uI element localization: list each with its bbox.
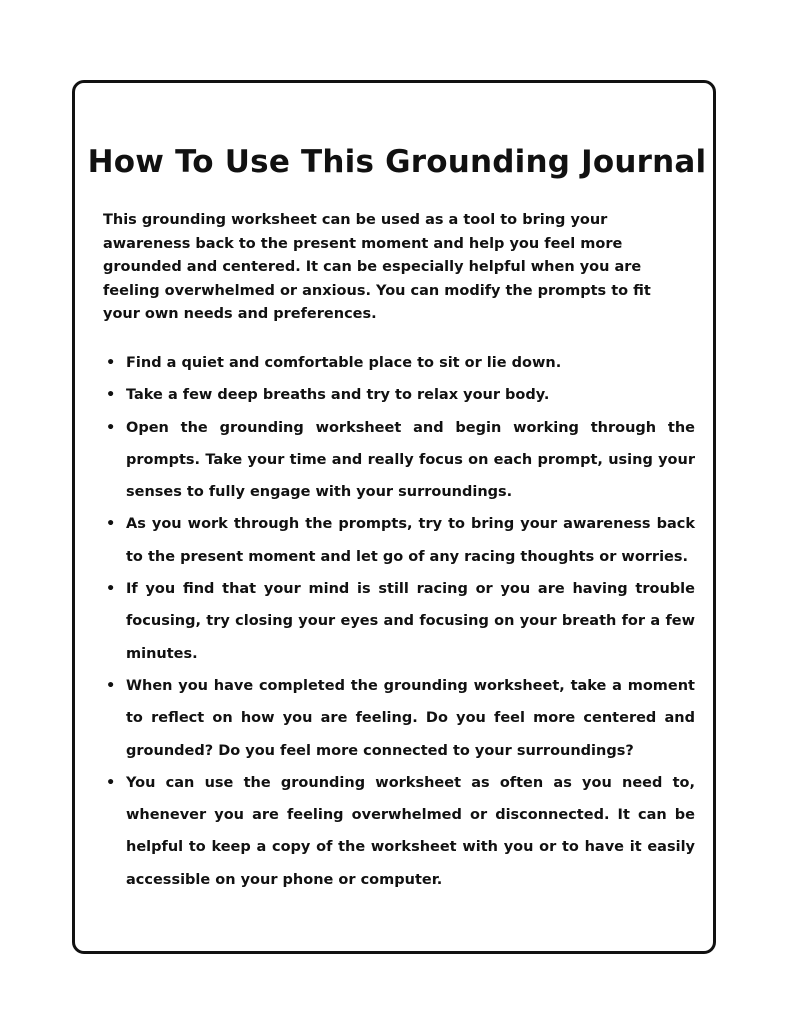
list-item: • Open the grounding worksheet and begin working through the prompts. Take your time and really focus on each prompt, using your senses to fully engage with your surroundings.	[103, 412, 695, 509]
instructions-list	[103, 347, 695, 896]
list-item: • As you work through the prompts, try to bring your awareness back to the present moment and let go of any racing thoughts or worries.	[103, 508, 695, 573]
list-item: • If you find that your mind is still racing or you are having trouble focusing, try closing your eyes and focusing on your breath for a few minutes.	[103, 573, 695, 670]
list-item: • Take a few deep breaths and try to relax your body.	[103, 379, 695, 411]
intro-paragraph: This grounding worksheet can be used as a tool to bring your awareness back to the present moment and help you feel more grounded and centered. It can be especially helpful when you are feeling overwhelmed or anxious. You can modify the prompts to fit your own needs and preferences.	[103, 212, 651, 322]
list-item: • Find a quiet and comfortable place to sit or lie down.	[103, 347, 695, 379]
list-item: • You can use the grounding worksheet as often as you need to, whenever you are feeling overwhelmed or disconnected. It can be helpful to keep a copy of the worksheet with you or to have it easily accessible on your phone or computer.	[103, 767, 695, 896]
list-item: • When you have completed the grounding worksheet, take a moment to reflect on how you are feeling. Do you feel more centered and grounded? Do you feel more connected to your surroundings?	[103, 670, 695, 767]
page-title: How To Use This Grounding Journal	[87, 144, 707, 180]
